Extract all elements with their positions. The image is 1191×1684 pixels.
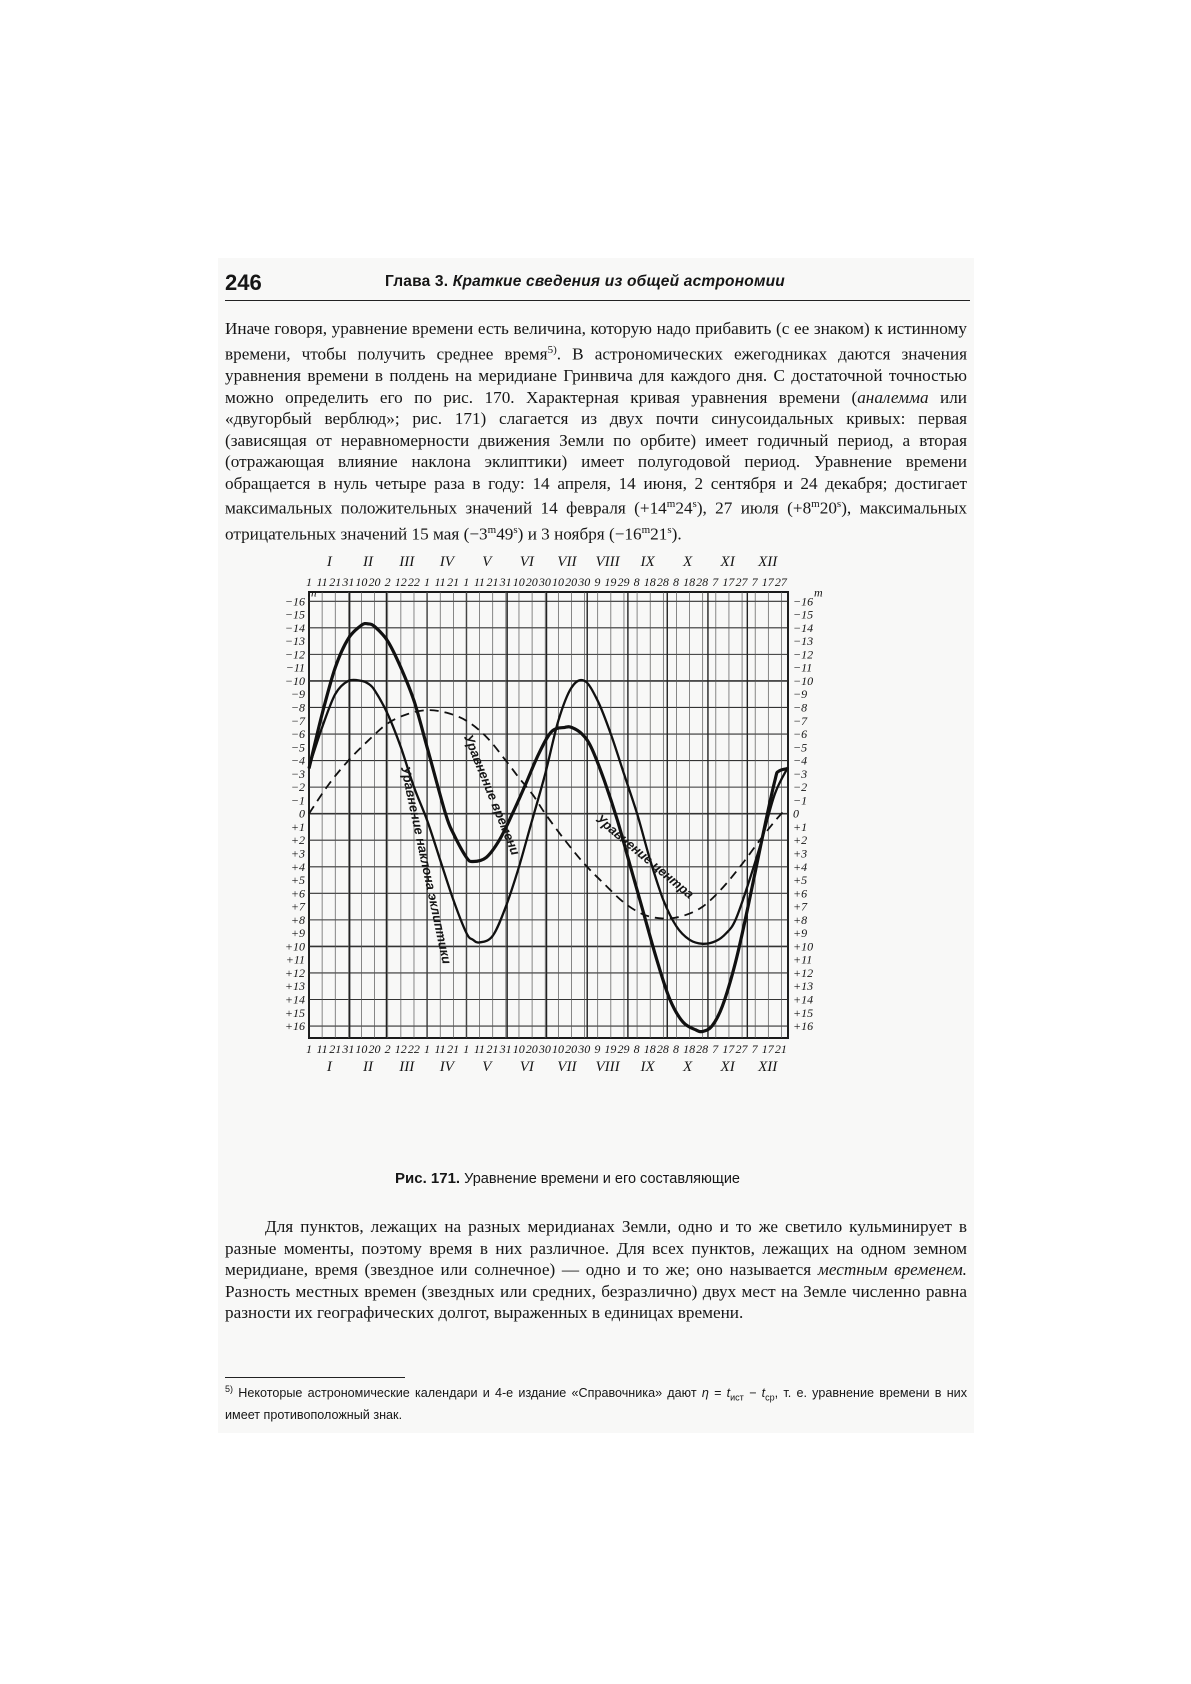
y-tick-label-right: +8 xyxy=(793,912,808,927)
month-label-bottom: VI xyxy=(519,1059,534,1075)
footnote-mark: 5) xyxy=(225,1384,234,1394)
day-tick-label-bottom: 7 xyxy=(712,1042,719,1056)
term-analemma: аналемма xyxy=(857,387,929,407)
day-tick-label-top: 11 xyxy=(434,575,446,589)
sup-m4: m xyxy=(641,523,651,536)
day-tick-label-top: 10 xyxy=(552,575,565,589)
day-tick-label-top: 30 xyxy=(578,575,591,589)
day-tick-label-bottom: 21 xyxy=(486,1042,499,1056)
p1-text-h: 49 xyxy=(496,524,514,544)
footnote-formula-minus: − t xyxy=(743,1386,766,1401)
y-tick-label-right: 0 xyxy=(793,806,799,821)
y-unit-right: m xyxy=(814,585,823,600)
p1-text-a: Иначе говоря, уравнение времени есть величина, которую надо прибавить (с ее знаком) к истинному времени, чтобы получить среднее время xyxy=(225,319,967,364)
y-tick-label-left: +7 xyxy=(290,899,305,914)
day-tick-label-bottom: 2 xyxy=(384,1042,391,1056)
p2-text-b: Разность местных времен (звездных или средних, безразлично) двух мест на Земле численно равна разности их географических долгот, выраженных в единицах времени. xyxy=(225,1281,967,1323)
day-tick-label-top: 21 xyxy=(329,575,342,589)
day-tick-label-bottom: 10 xyxy=(552,1042,565,1056)
y-tick-label-right: +9 xyxy=(793,926,808,941)
day-tick-label-top: 1 xyxy=(463,575,470,589)
day-tick-label-top: 18 xyxy=(683,575,696,589)
month-label-bottom: VIII xyxy=(595,1059,620,1075)
running-head xyxy=(385,273,785,291)
y-tick-label-left: +10 xyxy=(284,939,305,954)
y-tick-label-right: +12 xyxy=(793,965,814,980)
footnote-sub-ist: ист xyxy=(730,1392,744,1403)
caption-label: Рис. 171. xyxy=(395,1170,461,1187)
p2-text-a: Для пунктов, лежащих на разных меридианах Земли, одно и то же светило кульминирует в разные моменты, поэтому время в них различное. Для всех пунктов, лежащих на одном земном меридиане, время (звездное или солнечное) — одно и то же; оно называется xyxy=(225,1217,967,1280)
y-tick-label-left: +6 xyxy=(290,886,305,901)
p1-text-b: . В астрономических ежегодниках даются значения уравнения времени в полдень на меридиане Гринвича для каждого дня. С достаточной точностью можно определить его по рис. 170. Характерная кривая уравнения времени ( xyxy=(225,344,967,407)
figure-equation-of-time xyxy=(280,554,880,1170)
y-tick-label-right: +15 xyxy=(793,1005,814,1020)
y-tick-label-right: −2 xyxy=(793,780,808,795)
y-tick-label-right: −11 xyxy=(793,660,813,675)
day-tick-label-bottom: 20 xyxy=(368,1042,381,1056)
y-tick-label-left: −12 xyxy=(284,647,305,662)
day-tick-label-top: 7 xyxy=(751,575,758,589)
paragraph-2 xyxy=(225,1216,967,1324)
month-label-bottom: XII xyxy=(758,1059,778,1075)
month-label-top: VI xyxy=(519,554,534,570)
y-tick-label-right: +11 xyxy=(793,952,813,967)
p1-text-j: 21 xyxy=(650,524,668,544)
day-tick-label-top: 8 xyxy=(633,575,640,589)
y-tick-label-left: −15 xyxy=(284,607,305,622)
day-tick-label-top: 20 xyxy=(565,575,578,589)
day-tick-label-top: 28 xyxy=(696,575,709,589)
sup-s2: s xyxy=(836,498,842,511)
month-label-top: II xyxy=(363,554,374,570)
month-label-top: III xyxy=(399,554,415,570)
y-tick-label-left: +15 xyxy=(284,1005,305,1020)
y-tick-label-left: −13 xyxy=(284,634,305,649)
day-tick-label-bottom: 29 xyxy=(617,1042,630,1056)
day-tick-label-bottom: 11 xyxy=(316,1042,328,1056)
y-tick-label-left: +14 xyxy=(284,992,305,1007)
day-tick-label-top: 20 xyxy=(525,575,538,589)
page-number: 246 xyxy=(225,270,262,295)
month-label-bottom: X xyxy=(683,1059,693,1075)
y-tick-label-left: +12 xyxy=(284,965,305,980)
y-tick-label-left: −7 xyxy=(290,713,305,728)
day-tick-label-top: 1 xyxy=(306,575,312,589)
day-tick-label-top: 21 xyxy=(486,575,499,589)
day-tick-label-bottom: 22 xyxy=(407,1042,420,1056)
p1-text-i: ) и 3 ноября (−16 xyxy=(517,524,642,544)
month-label-bottom: IX xyxy=(640,1059,655,1075)
day-tick-label-bottom: 27 xyxy=(735,1042,748,1056)
y-tick-label-right: +10 xyxy=(793,939,814,954)
y-tick-label-right: +13 xyxy=(793,979,814,994)
day-tick-label-top: 20 xyxy=(368,575,381,589)
y-tick-label-left: −2 xyxy=(290,780,305,795)
y-tick-label-left: 0 xyxy=(299,806,305,821)
day-tick-label-bottom: 1 xyxy=(306,1042,312,1056)
day-tick-label-top: 22 xyxy=(407,575,420,589)
day-tick-label-bottom: 17 xyxy=(761,1042,774,1056)
day-tick-label-top: 11 xyxy=(316,575,328,589)
month-label-bottom: III xyxy=(399,1059,415,1075)
term-local-time: местным временем. xyxy=(817,1260,967,1280)
month-label-top: I xyxy=(326,554,332,570)
y-tick-label-right: +1 xyxy=(793,819,808,834)
p1-text-d: 24 xyxy=(675,499,693,519)
y-tick-label-right: −6 xyxy=(793,727,808,742)
day-tick-label-top: 10 xyxy=(512,575,525,589)
footnote-formula: η = t xyxy=(701,1386,731,1401)
day-tick-label-bottom: 11 xyxy=(434,1042,446,1056)
chapter-title: Краткие сведения из общей астрономии xyxy=(452,273,785,290)
y-tick-label-left: +16 xyxy=(284,1019,305,1034)
day-tick-label-bottom: 20 xyxy=(565,1042,578,1056)
y-tick-label-left: +9 xyxy=(290,926,305,941)
day-tick-label-top: 31 xyxy=(499,575,512,589)
y-tick-label-left: +11 xyxy=(285,952,305,967)
y-tick-label-right: −13 xyxy=(793,634,814,649)
sup-s3: s xyxy=(513,523,518,536)
y-tick-label-right: +5 xyxy=(793,873,808,888)
y-tick-label-left: −10 xyxy=(284,673,305,688)
month-label-bottom: II xyxy=(363,1059,374,1075)
day-tick-label-top: 12 xyxy=(394,575,407,589)
y-tick-label-right: −12 xyxy=(793,647,814,662)
day-tick-label-top: 29 xyxy=(617,575,630,589)
day-tick-label-bottom: 28 xyxy=(696,1042,709,1056)
footnote-text-b: , т. е. уравнение времени в них имеет противоположный знак. xyxy=(225,1386,968,1422)
sup-m1: m xyxy=(666,498,676,511)
y-tick-label-right: −4 xyxy=(793,753,808,768)
y-tick-label-right: −3 xyxy=(793,766,808,781)
day-tick-label-top: 18 xyxy=(643,575,656,589)
month-label-top: VIII xyxy=(595,554,620,570)
day-tick-label-top: 11 xyxy=(473,575,485,589)
month-label-bottom: XI xyxy=(720,1059,735,1075)
day-tick-label-top: 1 xyxy=(423,575,430,589)
y-tick-label-right: +16 xyxy=(793,1019,814,1034)
footnote xyxy=(225,1381,967,1424)
day-tick-label-bottom: 10 xyxy=(512,1042,525,1056)
sup-s1: s xyxy=(692,498,697,511)
page-header xyxy=(225,270,970,301)
y-tick-label-left: −9 xyxy=(290,687,305,702)
y-tick-label-left: −11 xyxy=(285,660,305,675)
day-tick-label-bottom: 18 xyxy=(683,1042,696,1056)
sup-m2: m xyxy=(811,498,820,511)
y-tick-label-right: −14 xyxy=(793,620,814,635)
day-tick-label-bottom: 7 xyxy=(751,1042,758,1056)
day-tick-label-bottom: 31 xyxy=(499,1042,512,1056)
day-tick-label-top: 7 xyxy=(712,575,719,589)
day-tick-label-bottom: 8 xyxy=(672,1042,679,1056)
caption-text: Уравнение времени и его составляющие xyxy=(464,1171,740,1187)
y-tick-label-left: +3 xyxy=(290,846,305,861)
day-tick-label-top: 27 xyxy=(735,575,748,589)
y-tick-label-right: −15 xyxy=(793,607,814,622)
y-tick-label-left: −14 xyxy=(284,620,305,635)
label-equation-of-time: Уравнение времени xyxy=(461,732,524,858)
day-tick-label-bottom: 9 xyxy=(594,1042,601,1056)
footnote-rule xyxy=(225,1377,405,1378)
y-tick-label-left: −16 xyxy=(284,594,305,609)
month-label-top: XII xyxy=(758,554,778,570)
label-equation-of-center: Уравнение центра xyxy=(593,811,697,902)
y-tick-label-right: +2 xyxy=(793,833,808,848)
day-tick-label-bottom: 1 xyxy=(463,1042,470,1056)
day-tick-label-bottom: 21 xyxy=(774,1042,787,1056)
day-tick-label-bottom: 31 xyxy=(342,1042,355,1056)
day-tick-label-bottom: 1 xyxy=(423,1042,430,1056)
day-tick-label-bottom: 30 xyxy=(538,1042,551,1056)
paragraph-1 xyxy=(225,318,967,545)
y-tick-label-left: +8 xyxy=(290,912,305,927)
y-unit-left: m xyxy=(308,585,317,600)
y-tick-label-left: +5 xyxy=(290,873,305,888)
y-tick-label-right: +4 xyxy=(793,859,808,874)
month-label-top: X xyxy=(683,554,693,570)
figure-caption xyxy=(395,1170,740,1187)
equation-of-time-chart xyxy=(280,554,880,1170)
y-tick-label-left: +2 xyxy=(290,833,305,848)
y-tick-label-left: −4 xyxy=(290,753,305,768)
day-tick-label-bottom: 19 xyxy=(604,1042,617,1056)
day-tick-label-bottom: 18 xyxy=(643,1042,656,1056)
day-tick-label-bottom: 10 xyxy=(355,1042,368,1056)
y-tick-label-right: +6 xyxy=(793,886,808,901)
y-tick-label-right: −8 xyxy=(793,700,808,715)
day-tick-label-bottom: 21 xyxy=(447,1042,460,1056)
p1-text-e: ), 27 июля (+8 xyxy=(696,499,812,519)
y-tick-label-right: −5 xyxy=(793,740,808,755)
y-tick-label-right: −7 xyxy=(793,713,808,728)
month-label-top: IX xyxy=(640,554,655,570)
month-label-top: XI xyxy=(720,554,735,570)
day-tick-label-top: 17 xyxy=(761,575,774,589)
day-tick-label-bottom: 12 xyxy=(394,1042,407,1056)
day-tick-label-bottom: 21 xyxy=(329,1042,342,1056)
day-tick-label-top: 17 xyxy=(722,575,735,589)
day-tick-label-top: 21 xyxy=(447,575,460,589)
y-tick-label-left: −3 xyxy=(290,766,305,781)
y-tick-label-right: +3 xyxy=(793,846,808,861)
y-tick-label-right: −16 xyxy=(793,594,814,609)
day-tick-label-bottom: 11 xyxy=(473,1042,485,1056)
day-tick-label-top: 2 xyxy=(384,575,391,589)
p1-text-g: ), максимальных отрицательных значений 15 мая (−3 xyxy=(225,499,968,544)
p1-text-f: 20 xyxy=(819,499,837,519)
y-tick-label-right: −10 xyxy=(793,673,814,688)
chapter-number: Глава 3. xyxy=(385,273,449,290)
month-label-bottom: I xyxy=(326,1059,332,1075)
month-label-top: VII xyxy=(557,554,577,570)
label-obliquity: Уравнение наклона эклиптики xyxy=(397,764,455,966)
sup-m3: m xyxy=(487,523,497,536)
day-tick-label-top: 10 xyxy=(355,575,368,589)
day-tick-label-bottom: 8 xyxy=(633,1042,640,1056)
p1-text-c: или «двугорбый верблюд»; рис. 171) слагается из двух почти синусоидальных кривых: первая (зависящая от неравномерности движения Земли по орбите) имеет годичный период, а вторая (отражающая влияние наклона эклиптики) имеет полугодовой период. Уравнение времени обращается в нуль четыре раза в году: 14 апреля, 14 июня, 2 сентября и 24 декабря; достигает максимальных положительных значений 14 февраля (+14 xyxy=(225,387,967,519)
footnote-sub-sr: ср xyxy=(765,1392,775,1403)
day-tick-label-top: 30 xyxy=(538,575,551,589)
day-tick-label-top: 9 xyxy=(594,575,601,589)
month-label-bottom: V xyxy=(482,1059,492,1075)
y-tick-label-right: −9 xyxy=(793,687,808,702)
day-tick-label-bottom: 17 xyxy=(722,1042,735,1056)
day-tick-label-top: 8 xyxy=(672,575,679,589)
month-label-top: IV xyxy=(439,554,454,570)
day-tick-label-top: 19 xyxy=(604,575,617,589)
y-tick-label-right: −1 xyxy=(793,793,808,808)
day-tick-label-top: 31 xyxy=(342,575,355,589)
day-tick-label-bottom: 30 xyxy=(578,1042,591,1056)
y-tick-label-left: −8 xyxy=(290,700,305,715)
month-label-bottom: VII xyxy=(557,1059,577,1075)
y-tick-label-left: −6 xyxy=(290,727,305,742)
sup-s4: s xyxy=(667,523,672,536)
y-tick-label-left: −1 xyxy=(290,793,305,808)
month-label-top: V xyxy=(482,554,492,570)
y-tick-label-right: +7 xyxy=(793,899,808,914)
day-tick-label-top: 28 xyxy=(656,575,669,589)
y-tick-label-right: +14 xyxy=(793,992,814,1007)
day-tick-label-top: 27 xyxy=(774,575,787,589)
footnote-ref: 5) xyxy=(547,343,557,356)
month-label-bottom: IV xyxy=(439,1059,454,1075)
y-tick-label-left: +1 xyxy=(290,819,305,834)
y-tick-label-left: −5 xyxy=(290,740,305,755)
p1-text-k: ). xyxy=(671,524,682,544)
day-tick-label-bottom: 20 xyxy=(525,1042,538,1056)
day-tick-label-bottom: 28 xyxy=(656,1042,669,1056)
y-tick-label-left: +13 xyxy=(284,979,305,994)
footnote-text-a: Некоторые астрономические календари и 4-е издание «Справочника» дают xyxy=(233,1386,702,1401)
y-tick-label-left: +4 xyxy=(290,859,305,874)
